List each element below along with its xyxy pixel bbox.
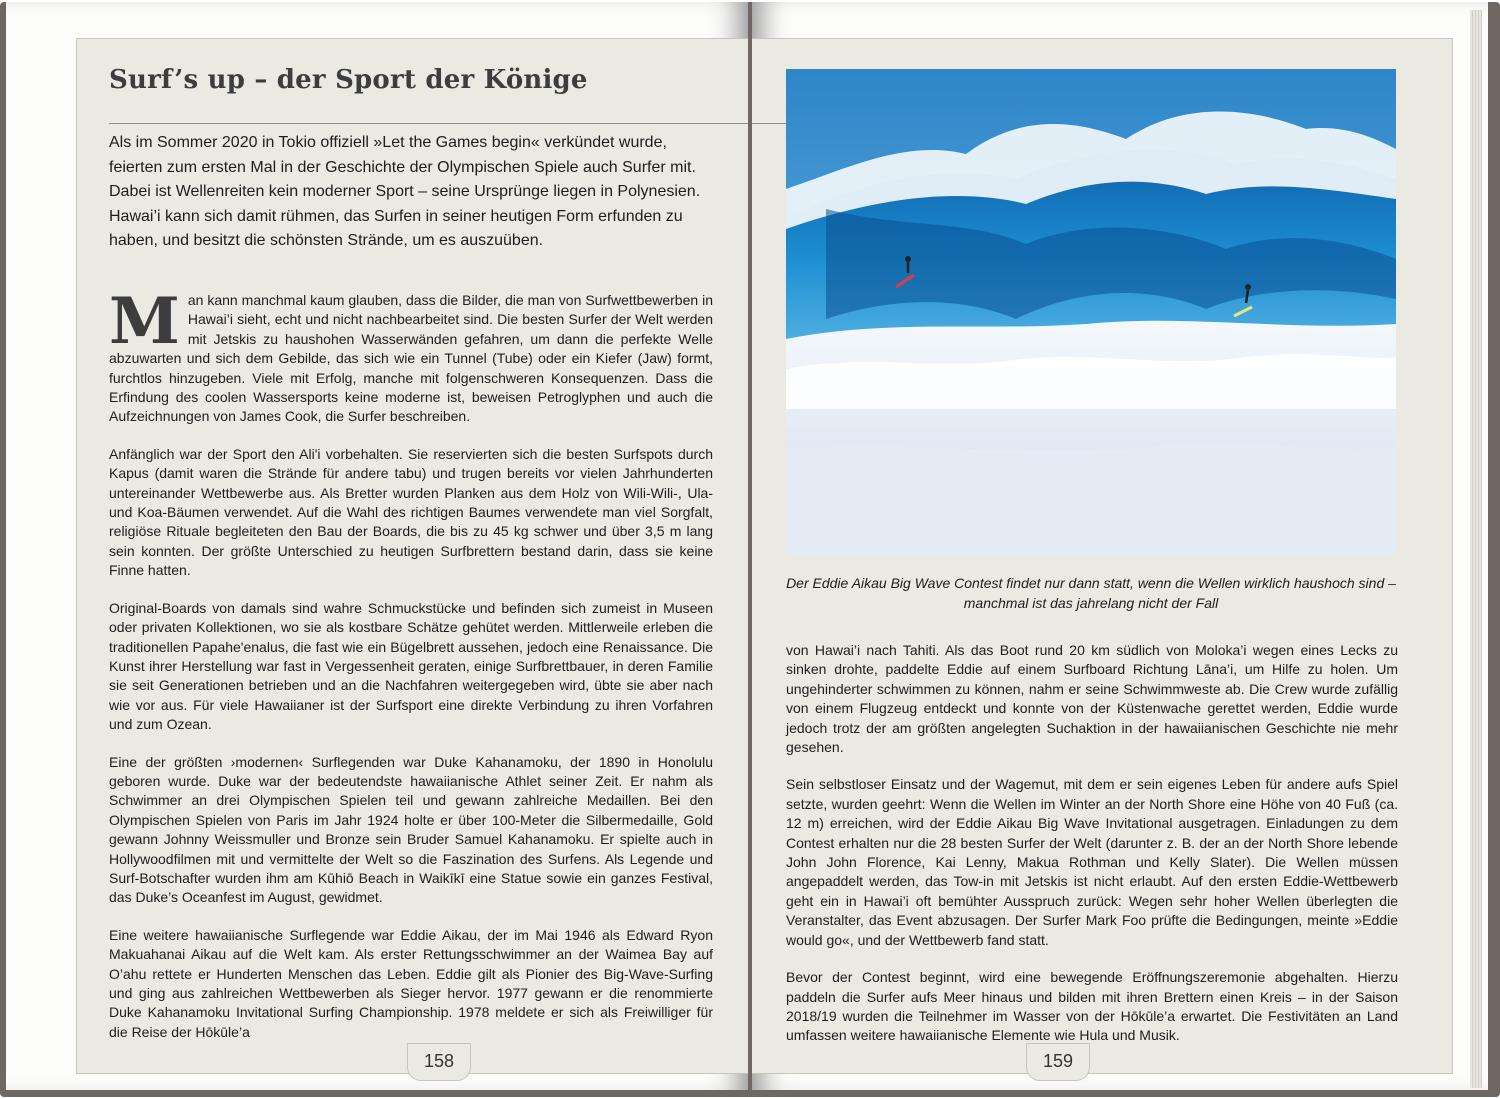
intro-paragraph: Als im Sommer 2020 in Tokio offiziell »Let the Games begin« verkündet wurde, feierten zum ersten Mal in der Geschichte der Olympischen Spiele auch Surfer mit. Dabei ist Wellenreiten kein moderner Sport – seine Ursprünge liegen in Polynesien. Hawai’i kann sich damit rühmen, das Surfen in seiner heutigen Form erfunden zu haben, und besitzt die schönsten Strände, um es auszuüben. <box>109 134 701 249</box>
surf-wave-photo <box>786 69 1396 555</box>
right-body-text <box>786 641 1398 1064</box>
title-rule <box>109 123 748 124</box>
page-edges <box>1470 10 1482 1088</box>
paragraph-3: Original-Boards von damals sind wahre Schmuckstücke und befinden sich zumeist in Museen oder privaten Kollektionen, wo sie als kostbare Schätze gehütet werden. Mittlerweile erleben die traditionellen Papahe'enalus, die fast wie ein Bügelbrett aussehen, jedoch eine Renaissance. Die Kunst ihrer Herstellung war fast in Vergessenheit geraten, einige Surfbrettbauer, in deren Familie sie seit Generationen betrieben und an die Nachfahren weitergegeben wird, übte sie aber nach wie vor aus. Für viele Hawaiianer ist der Surfsport eine direkte Verbindung zu ihren Vorfahren und zum Ozean. <box>109 599 713 733</box>
paragraph-7: Sein selbstloser Einsatz und der Wagemut, mit dem er sein eigenes Leben für andere aufs Spiel setzte, wurden geehrt: Wenn die Wellen im Winter an der North Shore eine Höhe von 40 Fuß (ca. 12 m) erreichen, wird der Eddie Aikau Big Wave Invitational ausgetragen. Einladungen zu dem Contest erhalten nur die 28 besten Surfer der Welt (darunter z. B. der an der North Shore lebende John John Florence, Kai Lenny, Makua Rothman und Kelly Slater). Die Wellen müssen angepaddelt werden, das Tow-in mit Jetskis ist nicht erlaubt. Auf den ersten Eddie-Wettbewerb geht ein in Hawai’i oft bemühter Ausspruch zurück: Wegen sehr hoher Wellen überlegten die Veranstalter, das Event abzusagen. Der Surfer Mark Foo prüfte die Bedingungen, meinte »Eddie would go«, und der Wettbewerb fand statt. <box>786 776 1398 948</box>
paragraph-1: Man kann manchmal kaum glauben, dass die Bilder, die man von Surfwettbewerben in Hawai’i sieht, echt und nicht nachbearbeitet sind. Die besten Surfer der Welt werden mit Jetskis zu haushohen Wasserwänden gefahren, um dann die perfekte Welle abzuwarten und sich dem Gebilde, das sich wie ein Tunnel (Tube) oder ein Kiefer (Jaw) formt, furchtlos hinzugeben. Viele mit Erfolg, manche mit folgenschweren Konsequenzen. Dass die Erfindung des coolen Wassersports keine moderne ist, beweisen Petroglyphen und auch die Aufzeichnungen von James Cook, die Surfer beschreiben. <box>109 284 713 425</box>
page-number-left: 158 <box>407 1043 471 1081</box>
paragraph-4: Eine der größten ›modernen‹ Surflegenden war Duke Kahanamoku, der 1890 in Honolulu geboren wurde. Duke war der bedeutendste hawaiianische Athlet seiner Zeit. Er nahm als Schwimmer an drei Olympischen Spielen teil und gewann zahlreiche Medaillen. Bei den Olympischen Spielen von Paris im Jahr 1924 holte er über 100-Meter die Silbermedaille, Gold gewann Johnny Weissmuller und Bronze sein Bruder Samuel Kahanamoku. Er spielte auch in Hollywoodfilmen mit und vermittelte der Welt so die Faszination des Surfens. Als Legende und Surf-Botschafter wurden ihm am Kūhiō Beach in Waikīkī eine Statue sowie ein ganzes Festival, das Duke’s Oceanfest im August, gewidmet. <box>109 753 713 906</box>
left-page <box>6 2 748 1090</box>
photo-caption: Der Eddie Aikau Big Wave Contest findet nur dann statt, wenn die Wellen wirklich haushoch sind – manchmal ist das jahrelang nicht der Fall <box>786 575 1396 611</box>
paragraph-8: Bevor der Contest beginnt, wird eine bewegende Eröffnungszeremonie abgehalten. Hierzu paddeln die Surfer aufs Meer hinaus und bilden mit ihren Brettern einen Kreis – in der Saison 2018/19 wurden die Teilnehmer im Wasser von der Hōkūle’a erwartet. Die Festivitäten an Land umfassen weitere hawaiianische Elemente wie Hula und Musik. <box>786 969 1398 1044</box>
paragraph-6: von Hawai’i nach Tahiti. Als das Boot rund 20 km südlich von Moloka’i wegen eines Lecks zu sinken drohte, paddelte Eddie auf einem Surfboard Richtung Lāna’i, um Hilfe zu holen. Um ungehinderter schwimmen zu können, nahm er seine Schwimmweste ab. Die Crew wurde zufällig von einem Flugzeug entdeckt und konnte von der Küstenwache gerettet werden, Eddie wurde jedoch trotz der am größten angelegten Suchaktion in der hawaiianischen Geschichte nie mehr gesehen. <box>786 642 1398 756</box>
paragraph-2: Anfänglich war der Sport den Ali'i vorbehalten. Sie reservierten sich die besten Surfspots durch Kapus (damit waren die Strände für andere tabu) und trugen bereits vor vielen Jahrhunderten untereinander Wettbewerbe aus. Als Bretter wurden Planken aus dem Holz von Wili-Wili-, Ula- und Koa-Bäumen verwendet. Auf die Wahl des richtigen Baumes verwendete man viel Sorgfalt, religiöse Rituale begleiteten den Bau der Boards, die bis zu 45 kg schwer und über 3,5 m lang sein konnten. Der größte Unterschied zu heutigen Surfbrettern bestand darin, dass sie keine Finne hatten. <box>109 445 713 579</box>
chapter-title: Surf’s up – der Sport der Könige <box>109 65 588 95</box>
big-wave-illustration <box>786 69 1396 555</box>
title-rule-continued <box>752 123 786 124</box>
page-number-right: 159 <box>1026 1043 1090 1081</box>
paragraph-5: Eine weitere hawaiianische Surflegende war Eddie Aikau, der im Mai 1946 als Edward Ryon Makuahanai Aikau auf die Welt kam. Als erster Rettungsschwimmer an der Waimea Bay auf O’ahu rettete er Hunderten Menschen das Leben. Eddie gilt als Pionier des Big-Wave-Surfing und ging aus zahlreichen Wettbewerben als Sieger hervor. 1977 gewann er die renommierte Duke Kahanamoku Invitational Surfing Championship. 1978 meldete er sich als Freiwilliger für die Reise der Hōkūle’a <box>109 926 713 1040</box>
right-page <box>752 2 1488 1090</box>
left-content-panel <box>76 38 748 1074</box>
right-content-panel <box>752 38 1453 1074</box>
left-body-text <box>109 284 713 1060</box>
drop-cap: M <box>109 284 180 359</box>
